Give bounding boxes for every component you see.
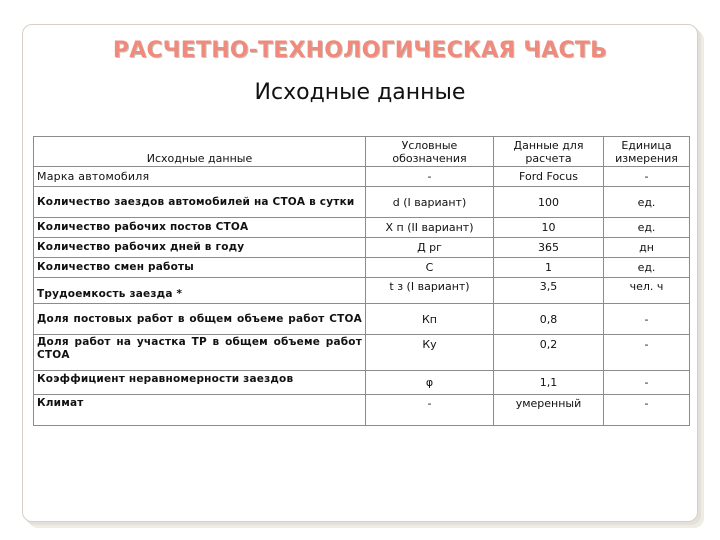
cell-param: Количество заездов автомобилей на СТОА в сутки [34, 187, 366, 218]
header-value: Данные для расчета [494, 137, 604, 167]
slide-title: РАСЧЕТНО-ТЕХНОЛОГИЧЕСКАЯ ЧАСТЬ [112, 38, 608, 63]
table-row [34, 238, 690, 258]
cell-symbol: - [366, 395, 494, 426]
cell-value: 10 [494, 218, 604, 238]
header-unit: Единица измерения [604, 137, 690, 167]
cell-unit: чел. ч [604, 278, 690, 304]
cell-symbol: Д рг [366, 238, 494, 258]
cell-unit: - [604, 304, 690, 335]
table-row [34, 335, 690, 371]
table-row [34, 395, 690, 426]
cell-symbol: t з (I вариант) [366, 278, 494, 304]
cell-value: 0,8 [494, 304, 604, 335]
table-row [34, 187, 690, 218]
table-row [34, 304, 690, 335]
cell-param: Количество рабочих дней в году [34, 238, 366, 258]
cell-value: 0,2 [494, 335, 604, 371]
cell-unit: ед. [604, 187, 690, 218]
cell-value: Ford Focus [494, 167, 604, 187]
cell-unit: дн [604, 238, 690, 258]
cell-unit: - [604, 395, 690, 426]
table-row [34, 371, 690, 395]
cell-value: 1 [494, 258, 604, 278]
cell-param: Коэффициент неравномерности заездов [34, 371, 366, 395]
cell-unit: - [604, 371, 690, 395]
cell-param: Климат [34, 395, 366, 426]
cell-value: умеренный [494, 395, 604, 426]
cell-param: Доля постовых работ в общем объеме работ СТОА [34, 304, 366, 335]
header-symbol: Условные обозначения [366, 137, 494, 167]
cell-param: Количество смен работы [34, 258, 366, 278]
cell-value: 1,1 [494, 371, 604, 395]
slide-subtitle: Исходные данные [254, 80, 466, 105]
table-row [34, 278, 690, 304]
cell-param: Доля работ на участка ТР в общем объеме работ СТОА [34, 335, 366, 371]
cell-unit: - [604, 167, 690, 187]
cell-unit: ед. [604, 218, 690, 238]
header-param: Исходные данные [34, 137, 366, 167]
table-row [34, 167, 690, 187]
table-header-row [34, 137, 690, 167]
table-row [34, 218, 690, 238]
cell-value: 365 [494, 238, 604, 258]
cell-unit: - [604, 335, 690, 371]
cell-value: 3,5 [494, 278, 604, 304]
cell-symbol: Ку [366, 335, 494, 371]
cell-symbol: d (I вариант) [366, 187, 494, 218]
cell-value: 100 [494, 187, 604, 218]
cell-symbol: Кп [366, 304, 494, 335]
cell-unit: ед. [604, 258, 690, 278]
cell-symbol: Х п (II вариант) [366, 218, 494, 238]
cell-symbol: φ [366, 371, 494, 395]
cell-param: Количество рабочих постов СТОА [34, 218, 366, 238]
cell-symbol: С [366, 258, 494, 278]
table-row [34, 258, 690, 278]
cell-param: Трудоемкость заезда * [34, 278, 366, 304]
cell-symbol: - [366, 167, 494, 187]
cell-param: Марка автомобиля [34, 167, 366, 187]
data-table [33, 136, 690, 426]
